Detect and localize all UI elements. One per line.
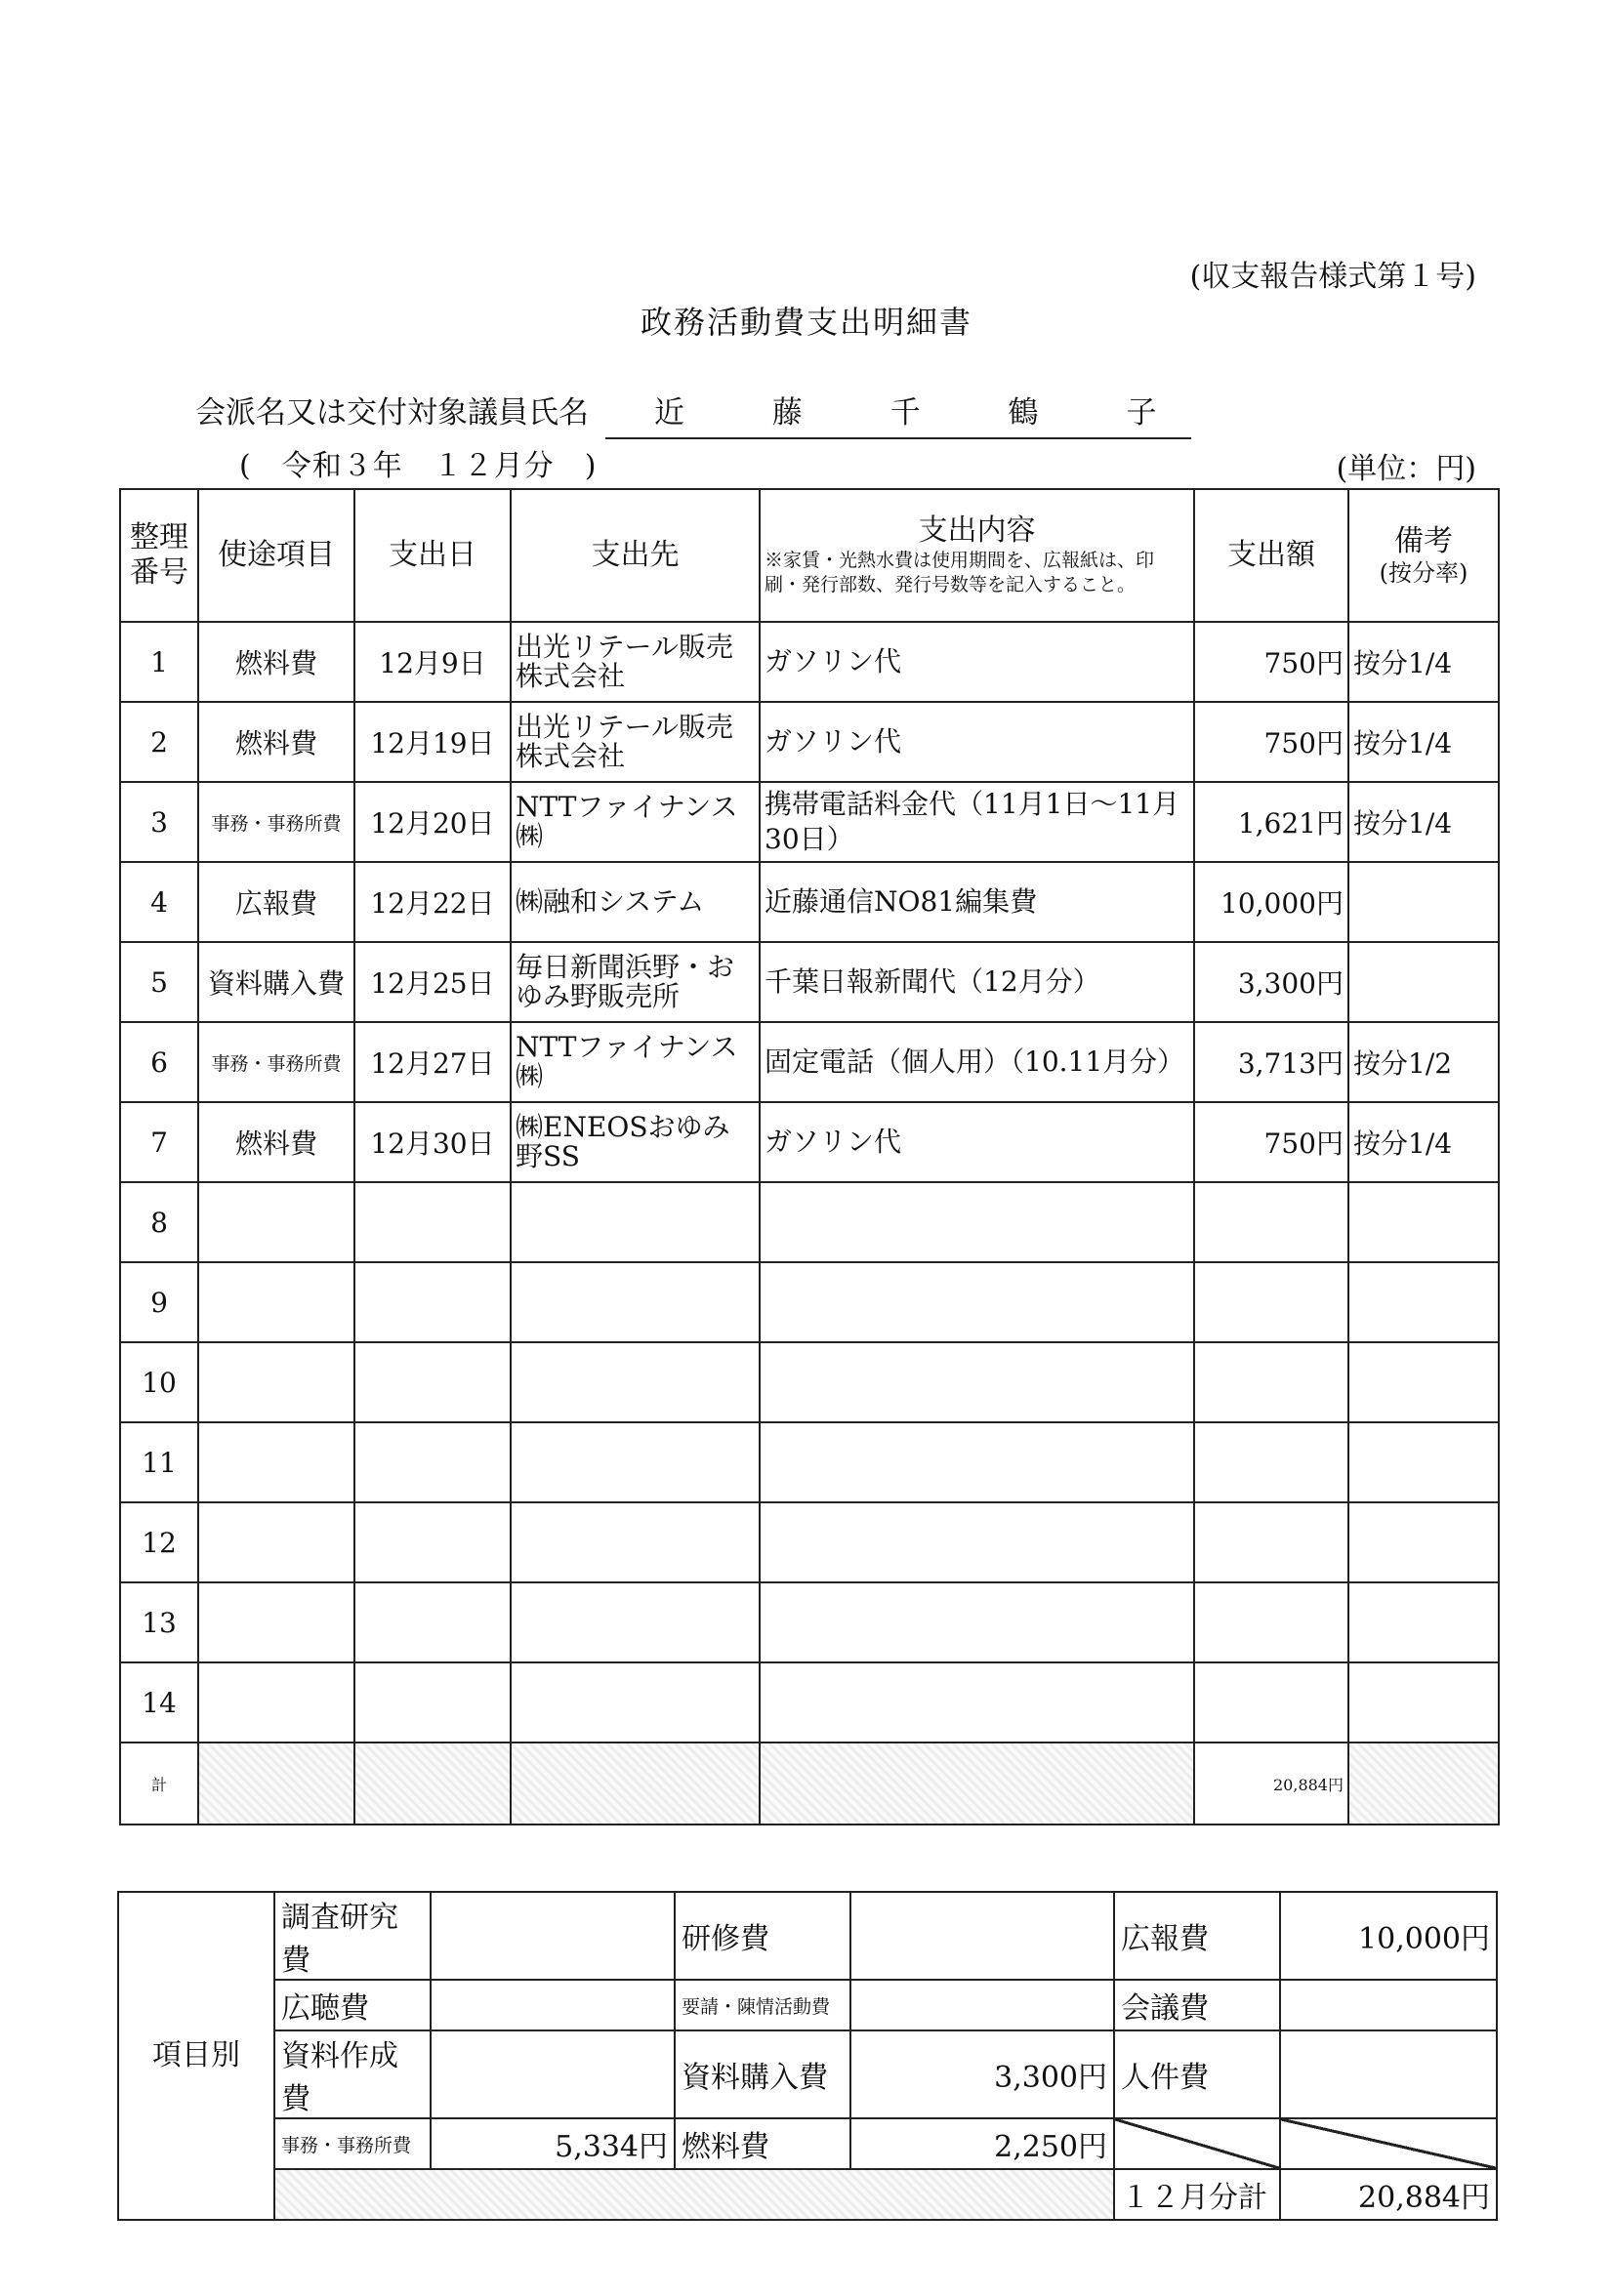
- total-row: [120, 1742, 1499, 1824]
- row-amount: [1194, 1502, 1348, 1582]
- row-date: [354, 1342, 511, 1422]
- row-amount: 3,300円: [1194, 942, 1348, 1022]
- member-label: 会派名又は交付対象議員氏名: [195, 395, 589, 430]
- row-date: 12月25日: [354, 942, 511, 1022]
- row-content: 携帯電話料金代（11月1日～11月30日）: [760, 782, 1194, 862]
- row-payee: [511, 1502, 760, 1582]
- row-date: 12月27日: [354, 1022, 511, 1102]
- row-content: [760, 1342, 1194, 1422]
- row-item: 事務・事務所費: [198, 1022, 354, 1102]
- total-blank: [1348, 1742, 1499, 1824]
- row-number: 12: [120, 1502, 198, 1582]
- summary-petition-value: [850, 1980, 1114, 2030]
- summary-crossed-cell: [1280, 2118, 1497, 2169]
- row-number: 7: [120, 1102, 198, 1182]
- row-amount: [1194, 1422, 1348, 1502]
- table-row: [120, 782, 1499, 862]
- summary-publicity-label: 広報費: [1114, 1892, 1280, 1980]
- period: ( 令和３年 １２月分 ): [239, 449, 598, 483]
- row-amount: 10,000円: [1194, 862, 1348, 942]
- table-row: [120, 1582, 1499, 1662]
- summary-materials-buy-label: 資料購入費: [675, 2030, 850, 2118]
- header-note-sub: (按分率): [1379, 558, 1468, 587]
- summary-materials-buy-value: 3,300円: [850, 2030, 1114, 2118]
- summary-row: [118, 2169, 1497, 2220]
- row-payee: [511, 1662, 760, 1742]
- summary-meeting-value: [1280, 1980, 1497, 2030]
- summary-month-total-label: １２月分計: [1114, 2169, 1280, 2220]
- table-row: [120, 1022, 1499, 1102]
- summary-hearing-label: 広聴費: [274, 1980, 431, 2030]
- total-blank: [760, 1742, 1194, 1824]
- summary-hearing-value: [431, 1980, 675, 2030]
- table-row: [120, 1262, 1499, 1342]
- row-date: [354, 1502, 511, 1582]
- row-note: [1348, 1422, 1499, 1502]
- row-note: 按分1/2: [1348, 1022, 1499, 1102]
- row-payee: [511, 1582, 760, 1662]
- unit-label: (単位：円): [1336, 452, 1476, 486]
- row-note: [1348, 1662, 1499, 1742]
- row-note: 按分1/4: [1348, 702, 1499, 782]
- table-row: [120, 1422, 1499, 1502]
- summary-training-value: [850, 1892, 1114, 1980]
- row-item: 燃料費: [198, 1102, 354, 1182]
- form-number: (収支報告様式第１号): [1189, 260, 1476, 294]
- summary-table: [117, 1891, 1498, 2221]
- row-content: 千葉日報新聞代（12月分）: [760, 942, 1194, 1022]
- row-note: [1348, 1262, 1499, 1342]
- summary-fuel-label: 燃料費: [675, 2118, 850, 2169]
- table-row: [120, 1502, 1499, 1582]
- row-note: [1348, 942, 1499, 1022]
- row-date: [354, 1182, 511, 1262]
- header-item: 使途項目: [198, 489, 354, 622]
- summary-month-total-value: 20,884円: [1280, 2169, 1497, 2220]
- row-amount: [1194, 1662, 1348, 1742]
- summary-personnel-value: [1280, 2030, 1497, 2118]
- summary-research-value: [431, 1892, 675, 1980]
- row-content: ガソリン代: [760, 702, 1194, 782]
- row-item: [198, 1662, 354, 1742]
- row-payee: 出光リテール販売株式会社: [511, 622, 760, 702]
- row-amount: [1194, 1342, 1348, 1422]
- row-date: 12月20日: [354, 782, 511, 862]
- row-item: 広報費: [198, 862, 354, 942]
- summary-meeting-label: 会議費: [1114, 1980, 1280, 2030]
- summary-fuel-value: 2,250円: [850, 2118, 1114, 2169]
- row-item: [198, 1582, 354, 1662]
- summary-publicity-value: 10,000円: [1280, 1892, 1497, 1980]
- document-title: 政務活動費支出明細書: [640, 304, 972, 341]
- table-row: [120, 622, 1499, 702]
- table-row: [120, 1342, 1499, 1422]
- summary-materials-make-label: 資料作成費: [274, 2030, 431, 2118]
- row-content: [760, 1502, 1194, 1582]
- row-content: 固定電話（個人用）（10.11月分）: [760, 1022, 1194, 1102]
- table-row: [120, 862, 1499, 942]
- table-header-row: [120, 489, 1499, 622]
- row-amount: 750円: [1194, 702, 1348, 782]
- row-note: [1348, 1182, 1499, 1262]
- row-payee: NTTファイナンス㈱: [511, 1022, 760, 1102]
- summary-row: [118, 2118, 1497, 2169]
- row-content: 近藤通信NO81編集費: [760, 862, 1194, 942]
- row-amount: 1,621円: [1194, 782, 1348, 862]
- table-row: [120, 1102, 1499, 1182]
- row-item: 事務・事務所費: [198, 782, 354, 862]
- row-content: [760, 1582, 1194, 1662]
- total-blank: [198, 1742, 354, 1824]
- row-date: 12月22日: [354, 862, 511, 942]
- summary-petition-label: 要請・陳情活動費: [675, 1980, 850, 2030]
- row-note: 按分1/4: [1348, 622, 1499, 702]
- total-blank: [511, 1742, 760, 1824]
- row-payee: 毎日新聞浜野・おゆみ野販売所: [511, 942, 760, 1022]
- header-amount: 支出額: [1194, 489, 1348, 622]
- row-date: 12月30日: [354, 1102, 511, 1182]
- row-payee: [511, 1422, 760, 1502]
- row-payee: ㈱ENEOSおゆみ野SS: [511, 1102, 760, 1182]
- table-row: [120, 1662, 1499, 1742]
- row-content: ガソリン代: [760, 1102, 1194, 1182]
- row-number: 4: [120, 862, 198, 942]
- total-amount: 20,884円: [1194, 1742, 1348, 1824]
- row-number: 6: [120, 1022, 198, 1102]
- row-note: [1348, 1502, 1499, 1582]
- expense-table: [119, 488, 1500, 1825]
- row-number: 3: [120, 782, 198, 862]
- row-number: 5: [120, 942, 198, 1022]
- row-amount: 3,713円: [1194, 1022, 1348, 1102]
- row-payee: 出光リテール販売株式会社: [511, 702, 760, 782]
- row-content: [760, 1262, 1194, 1342]
- row-date: 12月19日: [354, 702, 511, 782]
- row-number: 9: [120, 1262, 198, 1342]
- row-amount: 750円: [1194, 622, 1348, 702]
- row-payee: ㈱融和システム: [511, 862, 760, 942]
- summary-side-label: 項目別: [118, 1892, 274, 2220]
- total-label: 計: [120, 1742, 198, 1824]
- table-row: [120, 702, 1499, 782]
- header-note: [1348, 489, 1499, 622]
- row-number: 13: [120, 1582, 198, 1662]
- row-number: 8: [120, 1182, 198, 1262]
- row-date: 12月9日: [354, 622, 511, 702]
- row-date: [354, 1262, 511, 1342]
- table-row: [120, 1182, 1499, 1262]
- summary-shaded-cell: [274, 2169, 1114, 2220]
- header-content: [760, 489, 1194, 622]
- row-item: [198, 1182, 354, 1262]
- row-content: ガソリン代: [760, 622, 1194, 702]
- row-amount: [1194, 1262, 1348, 1342]
- header-date: 支出日: [354, 489, 511, 622]
- row-date: [354, 1582, 511, 1662]
- row-number: 14: [120, 1662, 198, 1742]
- summary-row: [118, 1892, 1497, 1980]
- row-payee: [511, 1262, 760, 1342]
- row-note: 按分1/4: [1348, 1102, 1499, 1182]
- row-amount: [1194, 1182, 1348, 1262]
- summary-training-label: 研修費: [675, 1892, 850, 1980]
- row-item: [198, 1262, 354, 1342]
- row-item: 資料購入費: [198, 942, 354, 1022]
- row-payee: [511, 1182, 760, 1262]
- row-item: [198, 1422, 354, 1502]
- row-number: 11: [120, 1422, 198, 1502]
- row-note: [1348, 1342, 1499, 1422]
- total-blank: [354, 1742, 511, 1824]
- summary-research-label: 調査研究費: [274, 1892, 431, 1980]
- row-amount: 750円: [1194, 1102, 1348, 1182]
- row-payee: NTTファイナンス㈱: [511, 782, 760, 862]
- header-note-title: 備考: [1394, 523, 1453, 558]
- row-amount: [1194, 1582, 1348, 1662]
- row-number: 10: [120, 1342, 198, 1422]
- row-date: [354, 1422, 511, 1502]
- summary-personnel-label: 人件費: [1114, 2030, 1280, 2118]
- row-content: [760, 1662, 1194, 1742]
- row-note: [1348, 862, 1499, 942]
- header-content-note: ※家賃・光熱水費は使用期間を、広報紙は、印刷・発行部数、発行号数等を記入すること。: [765, 550, 1155, 595]
- header-payee: 支出先: [511, 489, 760, 622]
- row-date: [354, 1662, 511, 1742]
- summary-materials-make-value: [431, 2030, 675, 2118]
- member-name: 近 藤 千 鶴 子: [605, 388, 1191, 439]
- summary-office-label: 事務・事務所費: [274, 2118, 431, 2169]
- row-item: 燃料費: [198, 622, 354, 702]
- table-row: [120, 942, 1499, 1022]
- summary-crossed-cell: [1114, 2118, 1280, 2169]
- row-number: 1: [120, 622, 198, 702]
- summary-office-value: 5,334円: [431, 2118, 675, 2169]
- row-content: [760, 1422, 1194, 1502]
- summary-row: [118, 1980, 1497, 2030]
- summary-row: [118, 2030, 1497, 2118]
- row-item: [198, 1502, 354, 1582]
- row-item: 燃料費: [198, 702, 354, 782]
- row-item: [198, 1342, 354, 1422]
- row-number: 2: [120, 702, 198, 782]
- row-payee: [511, 1342, 760, 1422]
- header-no: 整理番号: [120, 489, 198, 622]
- row-content: [760, 1182, 1194, 1262]
- row-note: 按分1/4: [1348, 782, 1499, 862]
- row-note: [1348, 1582, 1499, 1662]
- header-content-title: 支出内容: [918, 513, 1036, 549]
